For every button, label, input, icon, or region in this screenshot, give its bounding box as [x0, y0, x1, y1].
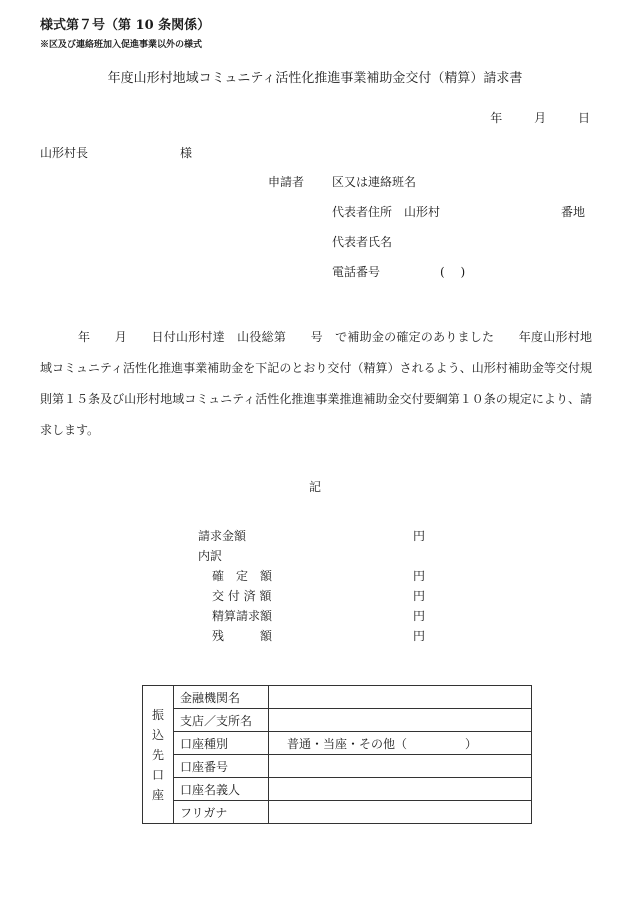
remaining-amount-label: 残 額: [212, 629, 273, 643]
account-type-close: ）: [465, 736, 478, 751]
account-number-field[interactable]: [269, 755, 532, 778]
form-number: 様式第７号（第 10 条関係）: [40, 18, 211, 33]
date-line: [462, 109, 590, 126]
yen-unit: 円: [413, 569, 426, 583]
phone: [332, 263, 465, 280]
yen-unit: 円: [413, 589, 426, 603]
phone-label: 電話番号: [332, 265, 381, 279]
document-title: 年度山形村地域コミュニティ活性化推進事業補助金交付（精算）請求書: [107, 71, 523, 86]
table-row: [143, 732, 532, 755]
bank-name-field[interactable]: [269, 686, 532, 709]
yen-unit: 円: [413, 529, 426, 543]
branch-name-field[interactable]: [269, 709, 532, 732]
rep-name-label: 代表者氏名: [332, 235, 393, 249]
account-type-field[interactable]: [269, 732, 532, 755]
table-row: [143, 755, 532, 778]
account-number-label: 口座番号: [174, 755, 269, 778]
form-note: ※区及び連絡班加入促進事業以外の様式: [40, 40, 203, 50]
addressee-honorific: 様: [180, 146, 193, 160]
date-year: 年: [490, 111, 503, 125]
branch-name-label: 支店／支所名: [174, 709, 269, 732]
yen-unit: 円: [413, 609, 426, 623]
account-holder-label: 口座名義人: [174, 778, 269, 801]
bank-side-label: 振 込 先 口 座: [143, 686, 174, 824]
date-month: 月: [534, 111, 547, 125]
request-amount-label: 請求金額: [198, 529, 247, 543]
rep-address-label: 代表者住所: [332, 205, 393, 219]
ki-heading: 記: [308, 480, 321, 494]
banchi-label: 番地: [561, 205, 586, 219]
table-row: [143, 778, 532, 801]
furigana-label: フリガナ: [174, 801, 269, 824]
furigana-field[interactable]: [269, 801, 532, 824]
account-type-options: 普通・当座・その他（: [287, 736, 408, 751]
applicant-label: 申請者: [268, 175, 305, 189]
bank-name-label: 金融機関名: [174, 686, 269, 709]
body-paragraph: 年 月 日付山形村達 山役総第 号 で補助金の確定のありました 年度山形村地域コミュニティ活性化推進事業補助金を下記のとおり交付（精算）されるよう、山形村補助金等交付規則第１５条及び山形村地域コミュニティ活性化推進事業推進補助金交付要綱第１０条の規定により、請求します。: [40, 330, 592, 437]
table-row: [143, 801, 532, 824]
date-day: 日: [577, 111, 590, 125]
addressee: [40, 144, 192, 161]
account-holder-field[interactable]: [269, 778, 532, 801]
rep-address-value: 山形村: [404, 205, 441, 219]
confirmed-amount-label: 確 定 額: [212, 569, 273, 583]
bank-account-table: [142, 685, 532, 824]
district-label: 区又は連絡班名: [332, 175, 417, 189]
breakdown-label: 内訳: [198, 549, 223, 563]
phone-paren: ( ): [440, 265, 466, 279]
yen-unit: 円: [413, 629, 426, 643]
table-row: [143, 686, 532, 709]
addressee-name: 山形村長: [40, 146, 89, 160]
settlement-amount-label: 精算請求額: [212, 609, 273, 623]
account-type-label: 口座種別: [174, 732, 269, 755]
paid-amount-label: 交 付 済 額: [212, 589, 272, 603]
table-row: [143, 709, 532, 732]
rep-address: [332, 203, 440, 220]
